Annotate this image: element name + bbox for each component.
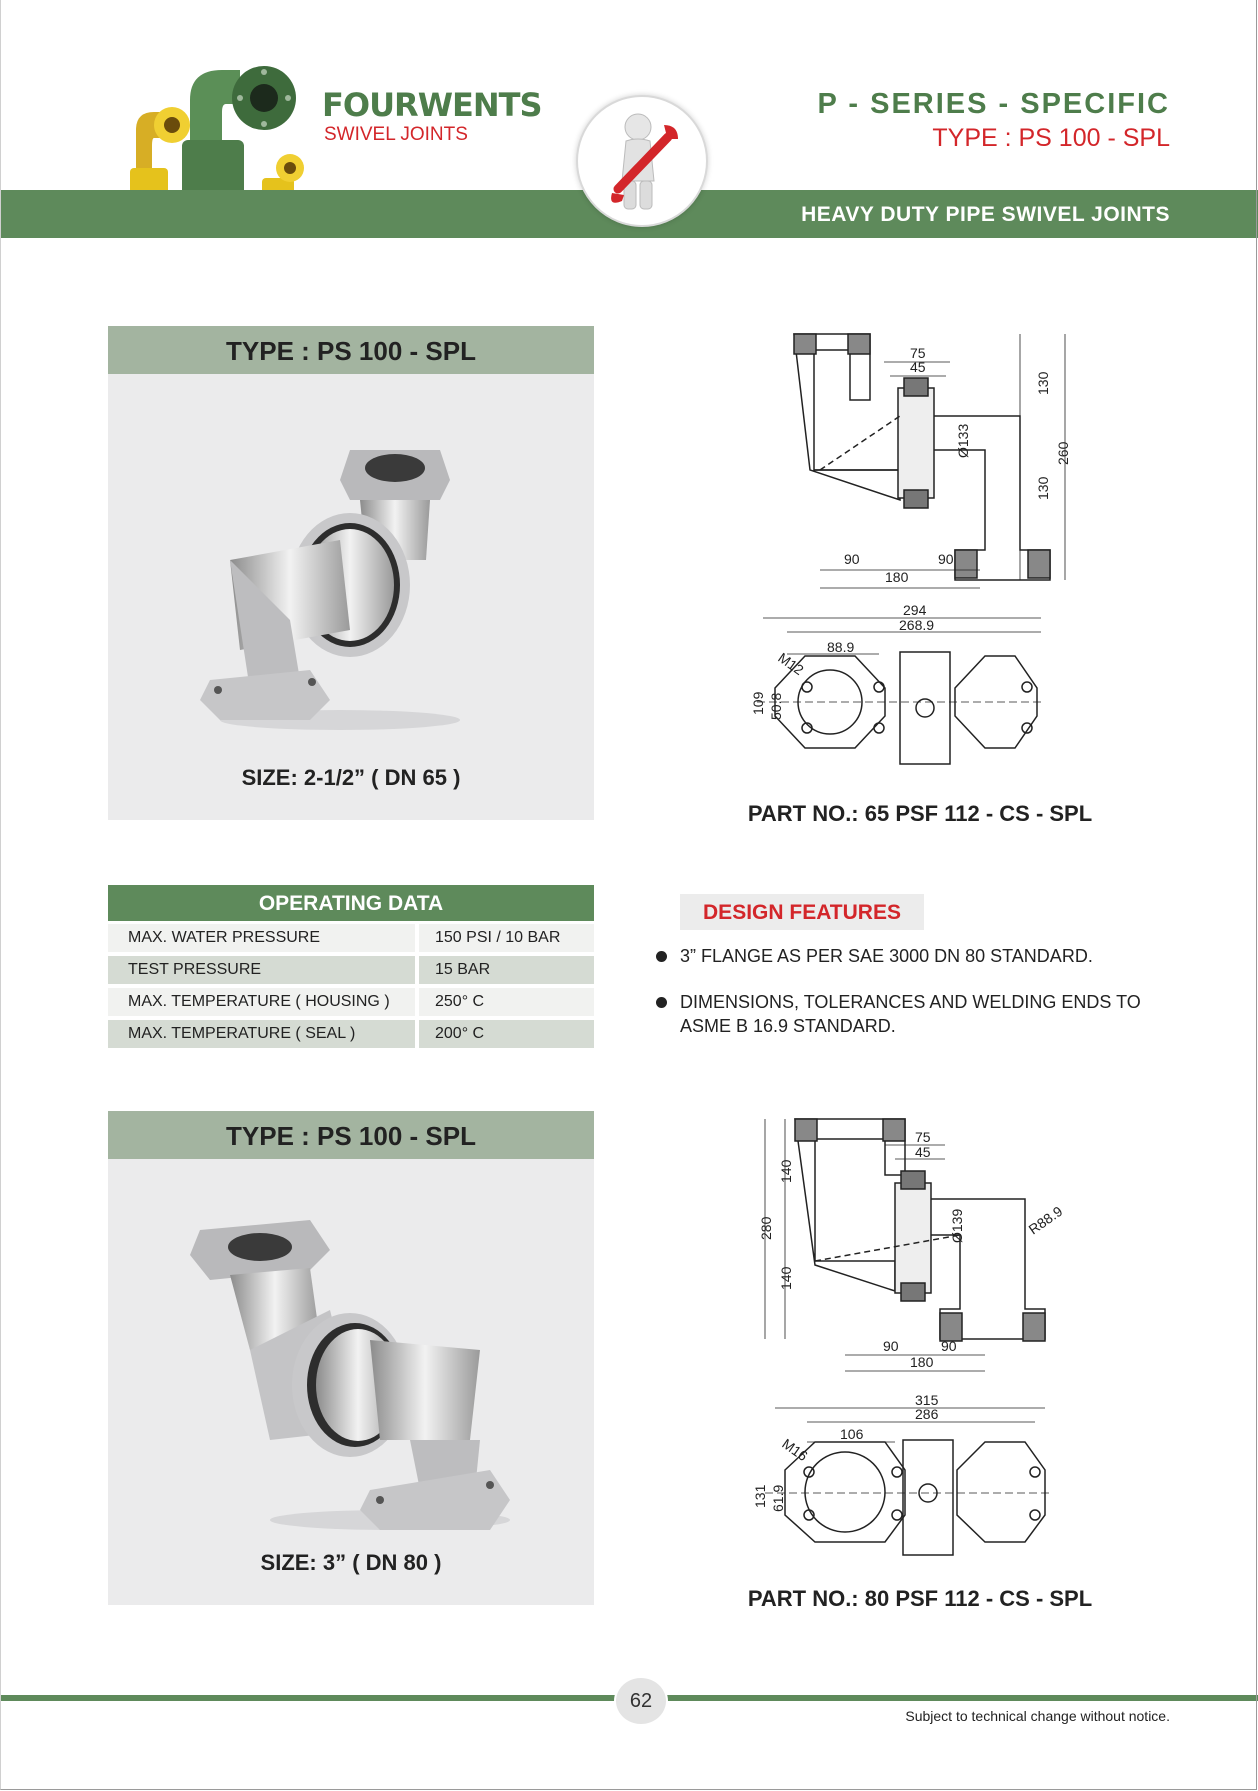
- header-band-title: HEAVY DUTY PIPE SWIVEL JOINTS: [801, 203, 1170, 226]
- design-feature-item: 3” FLANGE AS PER SAE 3000 DN 80 STANDARD.: [680, 946, 1093, 966]
- dim-label: 180: [885, 569, 909, 585]
- drawing-side-view-dn65: [780, 320, 1080, 590]
- table-cell-label: MAX. WATER PRESSURE: [108, 924, 415, 952]
- dim-label: R88.9: [1025, 1202, 1066, 1238]
- part-number-label: PART NO.: 65 PSF 112 - CS - SPL: [747, 801, 1093, 826]
- dim-label: 90: [883, 1338, 899, 1354]
- dim-label: 140: [778, 1266, 794, 1290]
- dim-label: Ø133: [955, 423, 971, 458]
- series-type: TYPE : PS 100 - SPL: [932, 124, 1170, 152]
- bullet-icon: [656, 951, 667, 962]
- dim-label: 90: [941, 1338, 957, 1354]
- dim-label: 131: [752, 1484, 768, 1508]
- series-title: P - SERIES - SPECIFIC: [817, 88, 1170, 120]
- dim-label: 90: [938, 551, 954, 567]
- dim-label: 75: [915, 1129, 931, 1145]
- dim-label: 260: [1055, 441, 1071, 465]
- dim-label: 106: [840, 1426, 864, 1442]
- dim-label: 140: [778, 1159, 794, 1183]
- product-type-header: TYPE : PS 100 - SPL: [108, 326, 594, 374]
- table-cell-value: 150 PSI / 10 BAR: [419, 924, 594, 952]
- table-cell-label: MAX. TEMPERATURE ( HOUSING ): [108, 988, 415, 1016]
- table-cell-label: TEST PRESSURE: [108, 956, 415, 984]
- table-cell-value: 200° C: [419, 1020, 594, 1048]
- table-row: [108, 956, 594, 984]
- table-row: [108, 924, 594, 952]
- product-type-header: TYPE : PS 100 - SPL: [108, 1111, 594, 1159]
- brand-subtitle: SWIVEL JOINTS: [324, 124, 468, 145]
- dim-label: 315: [915, 1392, 939, 1408]
- dim-label: 50.8: [768, 692, 784, 720]
- footer-notice: Subject to technical change without notice.: [905, 1708, 1170, 1724]
- dim-label: 180: [910, 1354, 934, 1370]
- dim-label: M12: [775, 649, 807, 679]
- part-number-label: PART NO.: 80 PSF 112 - CS - SPL: [747, 1586, 1093, 1611]
- dim-label: 75: [910, 345, 926, 361]
- dim-label: Ø139: [949, 1208, 965, 1243]
- table-cell-value: 15 BAR: [419, 956, 594, 984]
- drawing-top-view-dn80: [745, 1390, 1055, 1560]
- dim-label: 286: [915, 1406, 939, 1422]
- dim-label: 294: [903, 602, 927, 618]
- product-size-label: SIZE: 3” ( DN 80 ): [260, 1550, 442, 1575]
- dim-label: 109: [750, 691, 766, 715]
- drawing-side-view-dn80: [755, 1105, 1085, 1375]
- drawing-top-view-dn65: [745, 600, 1045, 770]
- dim-label: 130: [1035, 476, 1051, 500]
- dim-label: 88.9: [827, 639, 855, 655]
- bullet-icon: [656, 997, 667, 1008]
- dim-label: 45: [910, 359, 926, 375]
- table-row: [108, 1020, 594, 1048]
- product-image-dn65: [190, 420, 510, 740]
- brand-name: FOURWENTS: [322, 86, 542, 124]
- dim-label: 268.9: [899, 617, 935, 633]
- table-cell-label: MAX. TEMPERATURE ( SEAL ): [108, 1020, 415, 1048]
- dim-label: 280: [758, 1216, 774, 1240]
- dim-label: 130: [1035, 371, 1051, 395]
- product-image-dn80: [190, 1200, 530, 1540]
- operating-data-title: OPERATING DATA: [108, 885, 594, 921]
- product-size-label: SIZE: 2-1/2” ( DN 65 ): [241, 765, 461, 790]
- dim-label: 45: [915, 1144, 931, 1160]
- mechanic-wrench-emblem: [576, 95, 708, 227]
- dim-label: 61.9: [770, 1484, 786, 1512]
- table-row: [108, 988, 594, 1016]
- dim-label: M16: [779, 1435, 811, 1465]
- dim-label: 90: [844, 551, 860, 567]
- design-feature-item: DIMENSIONS, TOLERANCES AND WELDING ENDS TO ASME B 16.9 STANDARD.: [680, 992, 1141, 1036]
- design-features-title: DESIGN FEATURES: [680, 894, 924, 930]
- table-cell-value: 250° C: [419, 988, 594, 1016]
- page-number: 62: [614, 1676, 668, 1726]
